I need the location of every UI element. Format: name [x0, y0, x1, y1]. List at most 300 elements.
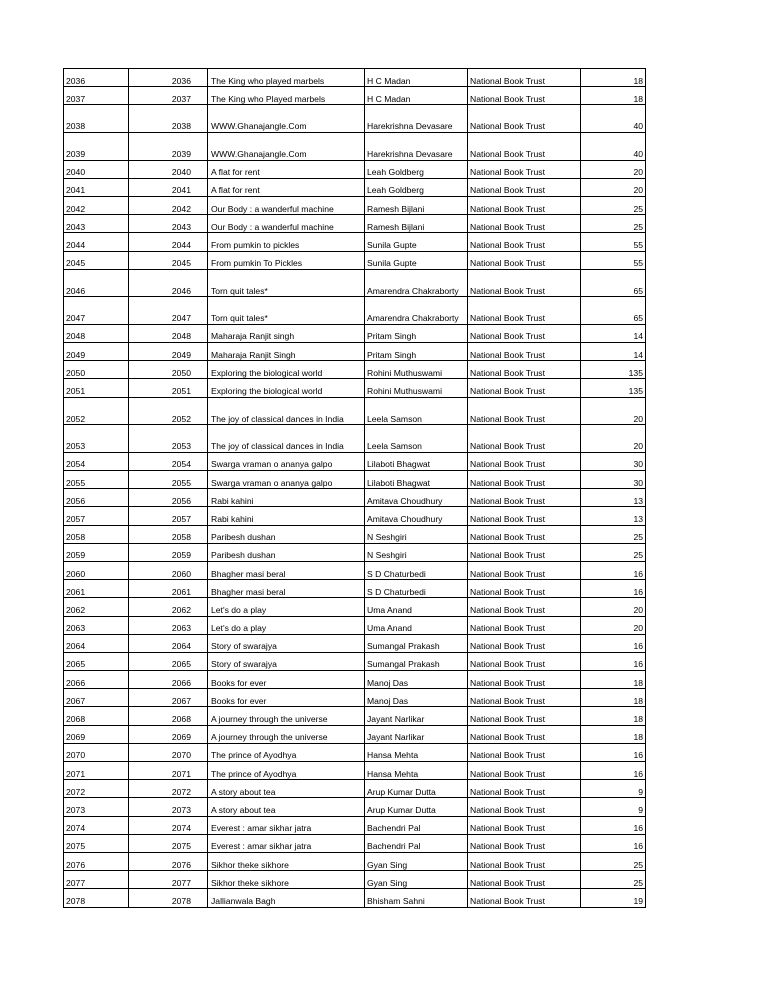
table-row — [64, 725, 646, 743]
author-cell: Jayant Narlikar — [365, 725, 468, 743]
accession-number-cell: 2062 — [64, 598, 129, 616]
author-cell: Harekrishna Devasare — [365, 105, 468, 133]
table-row — [64, 178, 646, 196]
price-cell: 13 — [581, 507, 646, 525]
book-title-cell: Books for ever — [208, 689, 365, 707]
author-cell: Leah Goldberg — [365, 160, 468, 178]
accession-number-cell: 2040 — [64, 160, 129, 178]
table-row — [64, 780, 646, 798]
publisher-cell: National Book Trust — [468, 87, 581, 105]
book-title-cell: Books for ever — [208, 671, 365, 689]
accession-number-cell: 2046 — [64, 269, 129, 297]
book-register-table — [63, 68, 646, 908]
table-row — [64, 689, 646, 707]
publisher-cell: National Book Trust — [468, 69, 581, 87]
table-row — [64, 671, 646, 689]
price-cell: 40 — [581, 105, 646, 133]
book-title-cell: Maharaja Ranjit Singh — [208, 343, 365, 361]
table-row — [64, 489, 646, 507]
book-number-cell: 2047 — [129, 297, 208, 325]
accession-number-cell: 2073 — [64, 798, 129, 816]
book-title-cell: Sikhor theke sikhore — [208, 871, 365, 889]
publisher-cell: National Book Trust — [468, 525, 581, 543]
book-title-cell: Swarga vraman o ananya galpo — [208, 471, 365, 489]
accession-number-cell: 2063 — [64, 616, 129, 634]
book-title-cell: Bhagher masi beral — [208, 561, 365, 579]
accession-number-cell: 2036 — [64, 69, 129, 87]
table-row — [64, 834, 646, 852]
author-cell: N Seshgiri — [365, 525, 468, 543]
table-row — [64, 852, 646, 870]
table-row — [64, 871, 646, 889]
author-cell: Leah Goldberg — [365, 178, 468, 196]
price-cell: 9 — [581, 780, 646, 798]
book-title-cell: The joy of classical dances in India — [208, 397, 365, 425]
table-row — [64, 397, 646, 425]
book-number-cell: 2043 — [129, 215, 208, 233]
price-cell: 65 — [581, 297, 646, 325]
author-cell: Gyan Sing — [365, 871, 468, 889]
publisher-cell: National Book Trust — [468, 132, 581, 160]
table-row — [64, 580, 646, 598]
publisher-cell: National Book Trust — [468, 196, 581, 214]
book-title-cell: The joy of classical dances in India — [208, 425, 365, 453]
book-number-cell: 2073 — [129, 798, 208, 816]
book-number-cell: 2042 — [129, 196, 208, 214]
publisher-cell: National Book Trust — [468, 852, 581, 870]
book-title-cell: The prince of Ayodhya — [208, 743, 365, 761]
publisher-cell: National Book Trust — [468, 251, 581, 269]
book-title-cell: A flat for rent — [208, 178, 365, 196]
publisher-cell: National Book Trust — [468, 160, 581, 178]
book-number-cell: 2039 — [129, 132, 208, 160]
book-number-cell: 2051 — [129, 379, 208, 397]
table-row — [64, 889, 646, 907]
book-number-cell: 2040 — [129, 160, 208, 178]
price-cell: 18 — [581, 725, 646, 743]
price-cell: 20 — [581, 598, 646, 616]
table-row — [64, 471, 646, 489]
author-cell: Amarendra Chakraborty — [365, 297, 468, 325]
book-number-cell: 2071 — [129, 762, 208, 780]
publisher-cell: National Book Trust — [468, 671, 581, 689]
table-row — [64, 762, 646, 780]
author-cell: Arup Kumar Dutta — [365, 798, 468, 816]
accession-number-cell: 2076 — [64, 852, 129, 870]
author-cell: Leela Samson — [365, 425, 468, 453]
price-cell: 25 — [581, 196, 646, 214]
price-cell: 18 — [581, 689, 646, 707]
book-number-cell: 2046 — [129, 269, 208, 297]
author-cell: Amitava Choudhury — [365, 489, 468, 507]
publisher-cell: National Book Trust — [468, 598, 581, 616]
price-cell: 16 — [581, 652, 646, 670]
author-cell: Amarendra Chakraborty — [365, 269, 468, 297]
table-row — [64, 297, 646, 325]
table-row — [64, 707, 646, 725]
publisher-cell: National Book Trust — [468, 580, 581, 598]
author-cell: Sunila Gupte — [365, 233, 468, 251]
publisher-cell: National Book Trust — [468, 425, 581, 453]
book-number-cell: 2057 — [129, 507, 208, 525]
price-cell: 25 — [581, 871, 646, 889]
book-number-cell: 2064 — [129, 634, 208, 652]
book-title-cell: The King who Played marbels — [208, 87, 365, 105]
price-cell: 14 — [581, 343, 646, 361]
author-cell: Leela Samson — [365, 397, 468, 425]
accession-number-cell: 2067 — [64, 689, 129, 707]
accession-number-cell: 2064 — [64, 634, 129, 652]
author-cell: Lilaboti Bhagwat — [365, 452, 468, 470]
author-cell: H C Madan — [365, 69, 468, 87]
price-cell: 20 — [581, 178, 646, 196]
price-cell: 40 — [581, 132, 646, 160]
price-cell: 18 — [581, 707, 646, 725]
accession-number-cell: 2070 — [64, 743, 129, 761]
publisher-cell: National Book Trust — [468, 652, 581, 670]
accession-number-cell: 2051 — [64, 379, 129, 397]
table-row — [64, 87, 646, 105]
book-number-cell: 2067 — [129, 689, 208, 707]
table-row — [64, 251, 646, 269]
accession-number-cell: 2057 — [64, 507, 129, 525]
accession-number-cell: 2065 — [64, 652, 129, 670]
author-cell: Ramesh Bijlani — [365, 196, 468, 214]
accession-number-cell: 2045 — [64, 251, 129, 269]
table-row — [64, 798, 646, 816]
author-cell: Hansa Mehta — [365, 743, 468, 761]
book-title-cell: A flat for rent — [208, 160, 365, 178]
price-cell: 16 — [581, 816, 646, 834]
author-cell: Sumangal Prakash — [365, 652, 468, 670]
table-row — [64, 160, 646, 178]
book-title-cell: Exploring the biological world — [208, 361, 365, 379]
table-row — [64, 269, 646, 297]
publisher-cell: National Book Trust — [468, 297, 581, 325]
book-title-cell: Rabi kahini — [208, 489, 365, 507]
publisher-cell: National Book Trust — [468, 634, 581, 652]
book-number-cell: 2052 — [129, 397, 208, 425]
accession-number-cell: 2061 — [64, 580, 129, 598]
price-cell: 25 — [581, 525, 646, 543]
publisher-cell: National Book Trust — [468, 707, 581, 725]
price-cell: 16 — [581, 743, 646, 761]
price-cell: 25 — [581, 215, 646, 233]
table-row — [64, 525, 646, 543]
book-number-cell: 2050 — [129, 361, 208, 379]
book-number-cell: 2060 — [129, 561, 208, 579]
publisher-cell: National Book Trust — [468, 780, 581, 798]
price-cell: 55 — [581, 233, 646, 251]
price-cell: 30 — [581, 452, 646, 470]
price-cell: 20 — [581, 616, 646, 634]
publisher-cell: National Book Trust — [468, 233, 581, 251]
author-cell: Bachendri Pal — [365, 816, 468, 834]
author-cell: Rohini Muthuswami — [365, 361, 468, 379]
accession-number-cell: 2056 — [64, 489, 129, 507]
book-title-cell: Our Body : a wanderful machine — [208, 215, 365, 233]
price-cell: 16 — [581, 561, 646, 579]
table-row — [64, 69, 646, 87]
publisher-cell: National Book Trust — [468, 215, 581, 233]
book-number-cell: 2070 — [129, 743, 208, 761]
author-cell: Harekrishna Devasare — [365, 132, 468, 160]
table-row — [64, 507, 646, 525]
publisher-cell: National Book Trust — [468, 397, 581, 425]
table-row — [64, 196, 646, 214]
publisher-cell: National Book Trust — [468, 543, 581, 561]
author-cell: Pritam Singh — [365, 324, 468, 342]
book-title-cell: Let's do a play — [208, 616, 365, 634]
book-number-cell: 2077 — [129, 871, 208, 889]
price-cell: 18 — [581, 671, 646, 689]
publisher-cell: National Book Trust — [468, 489, 581, 507]
table-row — [64, 816, 646, 834]
book-number-cell: 2041 — [129, 178, 208, 196]
accession-number-cell: 2049 — [64, 343, 129, 361]
price-cell: 20 — [581, 425, 646, 453]
accession-number-cell: 2042 — [64, 196, 129, 214]
price-cell: 135 — [581, 361, 646, 379]
publisher-cell: National Book Trust — [468, 689, 581, 707]
table-row — [64, 361, 646, 379]
publisher-cell: National Book Trust — [468, 798, 581, 816]
price-cell: 20 — [581, 397, 646, 425]
price-cell: 135 — [581, 379, 646, 397]
accession-number-cell: 2047 — [64, 297, 129, 325]
book-number-cell: 2062 — [129, 598, 208, 616]
accession-number-cell: 2038 — [64, 105, 129, 133]
author-cell: Manoj Das — [365, 689, 468, 707]
book-number-cell: 2068 — [129, 707, 208, 725]
table-row — [64, 616, 646, 634]
table-row — [64, 215, 646, 233]
price-cell: 18 — [581, 87, 646, 105]
book-title-cell: Jallianwala Bagh — [208, 889, 365, 907]
book-register-rows — [64, 69, 646, 908]
author-cell: Lilaboti Bhagwat — [365, 471, 468, 489]
author-cell: Sumangal Prakash — [365, 634, 468, 652]
book-title-cell: A journey through the universe — [208, 725, 365, 743]
publisher-cell: National Book Trust — [468, 561, 581, 579]
book-number-cell: 2056 — [129, 489, 208, 507]
publisher-cell: National Book Trust — [468, 452, 581, 470]
price-cell: 14 — [581, 324, 646, 342]
book-number-cell: 2078 — [129, 889, 208, 907]
accession-number-cell: 2071 — [64, 762, 129, 780]
book-title-cell: A story about tea — [208, 780, 365, 798]
table-row — [64, 743, 646, 761]
accession-number-cell: 2074 — [64, 816, 129, 834]
publisher-cell: National Book Trust — [468, 743, 581, 761]
book-title-cell: A story about tea — [208, 798, 365, 816]
book-title-cell: Maharaja Ranjit singh — [208, 324, 365, 342]
accession-number-cell: 2050 — [64, 361, 129, 379]
author-cell: Manoj Das — [365, 671, 468, 689]
book-number-cell: 2063 — [129, 616, 208, 634]
author-cell: Amitava Choudhury — [365, 507, 468, 525]
accession-number-cell: 2059 — [64, 543, 129, 561]
publisher-cell: National Book Trust — [468, 471, 581, 489]
book-title-cell: The prince of Ayodhya — [208, 762, 365, 780]
table-row — [64, 543, 646, 561]
book-number-cell: 2038 — [129, 105, 208, 133]
book-number-cell: 2059 — [129, 543, 208, 561]
book-number-cell: 2044 — [129, 233, 208, 251]
publisher-cell: National Book Trust — [468, 105, 581, 133]
price-cell: 9 — [581, 798, 646, 816]
publisher-cell: National Book Trust — [468, 725, 581, 743]
table-row — [64, 452, 646, 470]
table-row — [64, 652, 646, 670]
author-cell: S D Chaturbedi — [365, 580, 468, 598]
price-cell: 30 — [581, 471, 646, 489]
table-row — [64, 425, 646, 453]
book-number-cell: 2054 — [129, 452, 208, 470]
price-cell: 25 — [581, 852, 646, 870]
accession-number-cell: 2039 — [64, 132, 129, 160]
accession-number-cell: 2044 — [64, 233, 129, 251]
book-title-cell: Paribesh dushan — [208, 525, 365, 543]
accession-number-cell: 2048 — [64, 324, 129, 342]
author-cell: S D Chaturbedi — [365, 561, 468, 579]
publisher-cell: National Book Trust — [468, 324, 581, 342]
author-cell: Sunila Gupte — [365, 251, 468, 269]
book-title-cell: Our Body : a wanderful machine — [208, 196, 365, 214]
publisher-cell: National Book Trust — [468, 379, 581, 397]
book-number-cell: 2055 — [129, 471, 208, 489]
book-number-cell: 2061 — [129, 580, 208, 598]
publisher-cell: National Book Trust — [468, 361, 581, 379]
price-cell: 18 — [581, 69, 646, 87]
book-title-cell: Story of swarajya — [208, 652, 365, 670]
price-cell: 20 — [581, 160, 646, 178]
author-cell: Gyan Sing — [365, 852, 468, 870]
table-row — [64, 634, 646, 652]
author-cell: Rohini Muthuswami — [365, 379, 468, 397]
book-title-cell: Torn quit tales* — [208, 297, 365, 325]
price-cell: 16 — [581, 762, 646, 780]
book-number-cell: 2053 — [129, 425, 208, 453]
price-cell: 16 — [581, 580, 646, 598]
book-title-cell: Paribesh dushan — [208, 543, 365, 561]
book-register-sheet — [63, 68, 643, 908]
publisher-cell: National Book Trust — [468, 762, 581, 780]
table-row — [64, 105, 646, 133]
book-number-cell: 2058 — [129, 525, 208, 543]
book-title-cell: Torn quit tales* — [208, 269, 365, 297]
accession-number-cell: 2043 — [64, 215, 129, 233]
book-title-cell: Let's do a play — [208, 598, 365, 616]
book-title-cell: Exploring the biological world — [208, 379, 365, 397]
author-cell: Bhisham Sahni — [365, 889, 468, 907]
accession-number-cell: 2052 — [64, 397, 129, 425]
author-cell: Uma Anand — [365, 598, 468, 616]
price-cell: 16 — [581, 634, 646, 652]
book-number-cell: 2036 — [129, 69, 208, 87]
book-number-cell: 2037 — [129, 87, 208, 105]
book-number-cell: 2045 — [129, 251, 208, 269]
book-number-cell: 2066 — [129, 671, 208, 689]
accession-number-cell: 2053 — [64, 425, 129, 453]
book-title-cell: WWW.Ghanajangle.Com — [208, 105, 365, 133]
accession-number-cell: 2072 — [64, 780, 129, 798]
book-number-cell: 2072 — [129, 780, 208, 798]
price-cell: 13 — [581, 489, 646, 507]
book-number-cell: 2048 — [129, 324, 208, 342]
author-cell: Arup Kumar Dutta — [365, 780, 468, 798]
table-row — [64, 379, 646, 397]
book-title-cell: From pumkin to pickles — [208, 233, 365, 251]
book-title-cell: Everest : amar sikhar jatra — [208, 834, 365, 852]
book-title-cell: Everest : amar sikhar jatra — [208, 816, 365, 834]
book-number-cell: 2075 — [129, 834, 208, 852]
table-row — [64, 598, 646, 616]
book-title-cell: Swarga vraman o ananya galpo — [208, 452, 365, 470]
author-cell: Ramesh Bijlani — [365, 215, 468, 233]
table-row — [64, 561, 646, 579]
publisher-cell: National Book Trust — [468, 616, 581, 634]
accession-number-cell: 2041 — [64, 178, 129, 196]
accession-number-cell: 2058 — [64, 525, 129, 543]
author-cell: Jayant Narlikar — [365, 707, 468, 725]
book-title-cell: From pumkin To Pickles — [208, 251, 365, 269]
author-cell: Pritam Singh — [365, 343, 468, 361]
accession-number-cell: 2054 — [64, 452, 129, 470]
book-title-cell: Story of swarajya — [208, 634, 365, 652]
book-number-cell: 2076 — [129, 852, 208, 870]
author-cell: Hansa Mehta — [365, 762, 468, 780]
accession-number-cell: 2055 — [64, 471, 129, 489]
book-title-cell: The King who played marbels — [208, 69, 365, 87]
publisher-cell: National Book Trust — [468, 871, 581, 889]
table-row — [64, 324, 646, 342]
publisher-cell: National Book Trust — [468, 269, 581, 297]
accession-number-cell: 2066 — [64, 671, 129, 689]
author-cell: H C Madan — [365, 87, 468, 105]
accession-number-cell: 2060 — [64, 561, 129, 579]
accession-number-cell: 2078 — [64, 889, 129, 907]
book-title-cell: Rabi kahini — [208, 507, 365, 525]
author-cell: N Seshgiri — [365, 543, 468, 561]
accession-number-cell: 2068 — [64, 707, 129, 725]
table-row — [64, 233, 646, 251]
price-cell: 55 — [581, 251, 646, 269]
table-row — [64, 132, 646, 160]
author-cell: Uma Anand — [365, 616, 468, 634]
table-row — [64, 343, 646, 361]
accession-number-cell: 2077 — [64, 871, 129, 889]
accession-number-cell: 2069 — [64, 725, 129, 743]
accession-number-cell: 2075 — [64, 834, 129, 852]
publisher-cell: National Book Trust — [468, 834, 581, 852]
publisher-cell: National Book Trust — [468, 507, 581, 525]
book-title-cell: Sikhor theke sikhore — [208, 852, 365, 870]
book-title-cell: WWW.Ghanajangle.Com — [208, 132, 365, 160]
publisher-cell: National Book Trust — [468, 889, 581, 907]
book-number-cell: 2069 — [129, 725, 208, 743]
price-cell: 19 — [581, 889, 646, 907]
price-cell: 25 — [581, 543, 646, 561]
book-number-cell: 2049 — [129, 343, 208, 361]
author-cell: Bachendri Pal — [365, 834, 468, 852]
price-cell: 16 — [581, 834, 646, 852]
publisher-cell: National Book Trust — [468, 178, 581, 196]
book-number-cell: 2065 — [129, 652, 208, 670]
book-number-cell: 2074 — [129, 816, 208, 834]
publisher-cell: National Book Trust — [468, 816, 581, 834]
book-title-cell: A journey through the universe — [208, 707, 365, 725]
